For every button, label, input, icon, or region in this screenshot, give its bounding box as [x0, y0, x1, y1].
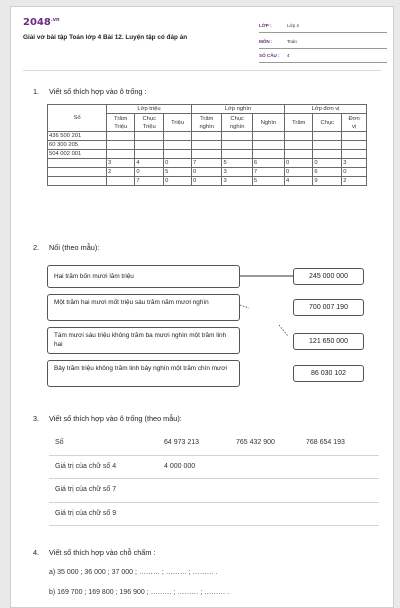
- question-text: Viết số thích hợp vào ô trống :: [49, 87, 147, 96]
- match-left-1[interactable]: Hai trăm bốn mươi lăm triệu: [47, 265, 240, 288]
- number-cell: 436 500 201: [48, 132, 107, 141]
- match-left-4[interactable]: Bảy trăm triệu không trăm linh bảy nghìn một trăm chín mươi: [47, 360, 240, 387]
- table-row: [49, 432, 379, 456]
- match-hint-line: [279, 325, 288, 336]
- digit-cell: 2: [107, 168, 135, 177]
- question-number: 1.: [33, 87, 40, 96]
- subheader-line: nghìn: [199, 123, 214, 130]
- meta-label: LỚP :: [259, 23, 272, 28]
- col-header-so: Số: [48, 105, 107, 132]
- digit-cell: 0: [285, 159, 313, 168]
- number-cell: 504 002 001: [48, 150, 107, 159]
- subheader-line: Triệu: [114, 123, 128, 130]
- digit-cell: 0: [191, 168, 221, 177]
- subheader-line: nghìn: [229, 123, 245, 130]
- group-header: Lớp nghìn: [191, 105, 284, 114]
- digit-cell: 3: [342, 159, 367, 168]
- table-row: [49, 456, 379, 480]
- match-hint-line: [240, 305, 249, 308]
- digit-cell: 9: [313, 177, 342, 186]
- digit-cell: 2: [342, 177, 367, 186]
- digit-cell: 7: [135, 177, 164, 186]
- table-cell: 765 432 900: [236, 439, 275, 446]
- meta-label: SỐ CÂU :: [259, 53, 280, 58]
- digit-cell: 6: [313, 168, 342, 177]
- digit-cell: 3: [107, 159, 135, 168]
- page-title: Giải vở bài tập Toán lớp 4 Bài 12. Luyện tập có đáp án: [23, 34, 188, 41]
- table-cell: 64 973 213: [164, 439, 200, 446]
- group-header: Lớp triệu: [107, 105, 192, 114]
- digit-cell: 5: [252, 177, 284, 186]
- digit-cell: 3: [222, 168, 252, 177]
- table-cell: Giá trị của chữ số 4: [55, 462, 117, 470]
- logo-text: 2048: [23, 17, 51, 28]
- table-row: [49, 503, 379, 527]
- subheader-line: Đơn: [348, 115, 360, 122]
- question-text: Viết số thích hợp vào chỗ chấm :: [49, 548, 156, 557]
- digit-cell: 5: [222, 159, 252, 168]
- digit-cell: 0: [164, 159, 192, 168]
- match-left-3[interactable]: Tám mươi sáu triệu không trăm ba mươi nghìn một trăm linh hai: [47, 327, 240, 354]
- meta-label: MÔN :: [259, 39, 273, 44]
- question-text: Nối (theo mẫu):: [49, 243, 100, 252]
- digit-cell: 3: [222, 177, 252, 186]
- question-number: 2.: [33, 243, 40, 252]
- subheader-line: Trăm: [200, 115, 214, 122]
- digit-cell: 7: [191, 159, 221, 168]
- subheader-line: Chục: [230, 115, 244, 122]
- table-row: [49, 479, 379, 503]
- digit-value-table: [49, 432, 379, 526]
- table-cell: Số: [55, 439, 64, 446]
- digit-cell: 0: [191, 177, 221, 186]
- subheader-line: Nghìn: [260, 119, 277, 126]
- group-header: Lớp đơn vị: [285, 105, 367, 114]
- meta-value: Toán: [287, 39, 297, 44]
- match-right-4[interactable]: 86 030 102: [293, 365, 364, 382]
- subheader-line: Chục: [142, 115, 157, 122]
- meta-value: 4: [287, 53, 290, 58]
- subheader-line: Trăm: [292, 119, 306, 126]
- subheader-line: Chục: [320, 119, 335, 126]
- subheader-line: Triệu: [171, 119, 185, 126]
- table-cell: Giá trị của chữ số 7: [55, 486, 117, 493]
- question-number: 4.: [33, 548, 40, 557]
- match-right-1[interactable]: 245 000 000: [293, 268, 364, 285]
- digit-cell: 0: [285, 168, 313, 177]
- table-cell: Giá trị của chữ số 9: [55, 509, 117, 517]
- table-cell: 768 654 193: [306, 439, 345, 446]
- match-left-2[interactable]: Một trăm hai mươi mốt triệu sáu trăm năm mươi nghìn: [47, 294, 240, 321]
- meta-value: Lớp 4: [287, 23, 299, 28]
- digit-cell: 0: [135, 168, 164, 177]
- question-3-prompt: [33, 414, 182, 423]
- number-cell: 60 300 205: [48, 141, 107, 150]
- digit-cell: 6: [252, 159, 284, 168]
- table-cell: 4 000 000: [164, 462, 196, 470]
- question-text: Viết số thích hợp vào ô trống (theo mẫu):: [49, 414, 182, 423]
- digit-cell: 5: [164, 168, 192, 177]
- match-right-2[interactable]: 700 007 190: [293, 299, 364, 316]
- fill-line-b[interactable]: b) 169 700 ; 169 800 ; 196 900 ; ……… ; ……… ; ……… .: [49, 589, 230, 596]
- digit-cell: 4: [285, 177, 313, 186]
- digit-cell: 4: [135, 159, 164, 168]
- subheader-line: Trăm: [114, 115, 128, 122]
- match-right-3[interactable]: 121 650 000: [293, 333, 364, 350]
- digit-cell: 0: [164, 177, 192, 186]
- question-number: 3.: [33, 414, 40, 423]
- fill-line-a[interactable]: a) 35 000 ; 36 000 ; 37 000 ; ……… ; ……… ; ……… .: [49, 569, 218, 576]
- digit-cell: 0: [313, 159, 342, 168]
- digit-cell: 7: [252, 168, 284, 177]
- logo-suffix: .vn: [50, 17, 60, 23]
- subheader-line: Triệu: [142, 123, 156, 130]
- worksheet-page: [10, 6, 394, 608]
- subheader-line: vị: [352, 123, 357, 130]
- question-4-prompt: [33, 548, 155, 557]
- digit-cell: 0: [342, 168, 367, 177]
